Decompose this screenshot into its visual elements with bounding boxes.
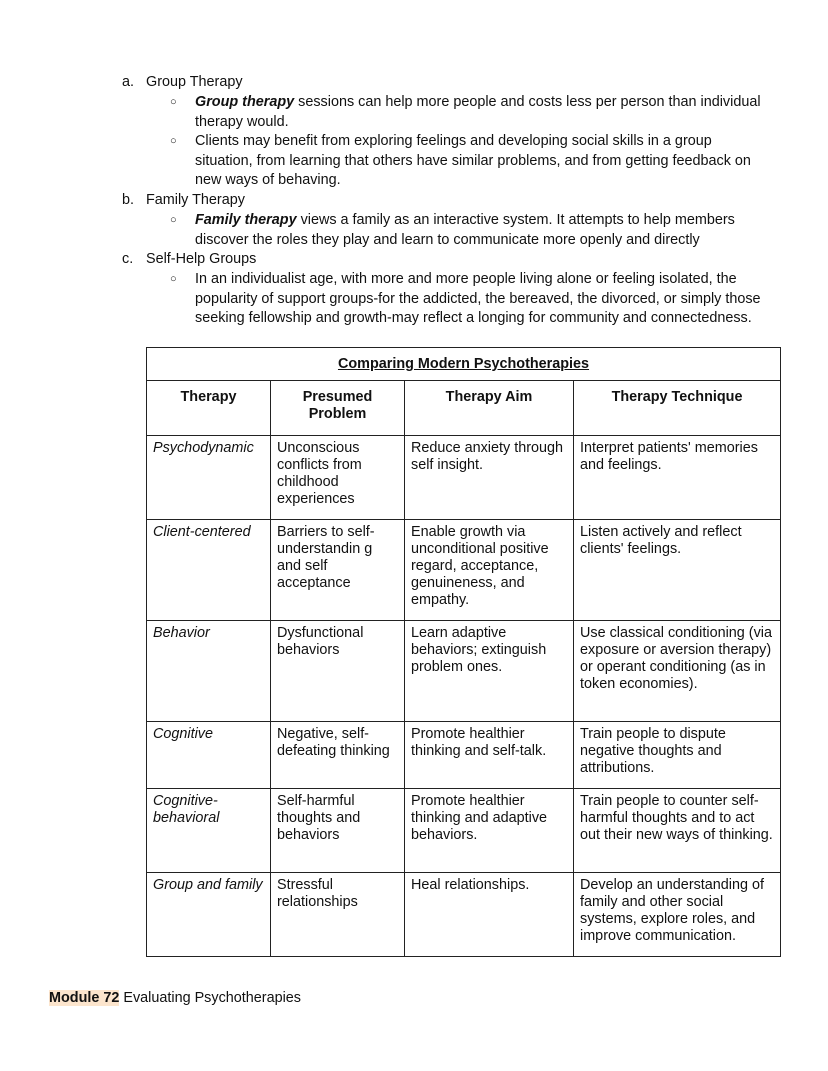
- aim-cell: Reduce anxiety through self insight.: [405, 436, 574, 520]
- column-header: Presumed Problem: [271, 381, 405, 436]
- table-header-row: [147, 381, 781, 436]
- bullet-term: Group therapy: [195, 94, 295, 110]
- section-marker: a.: [122, 74, 135, 90]
- bullet-text: sessions can help more people and costs less per person than individual therapy would.: [195, 94, 761, 130]
- bullet-text: Clients may benefit from exploring feelings and developing social skills in a group situation, from learning that others have similar problems, and from getting feedback on new ways of behaving.: [195, 133, 751, 188]
- bullet-item: [170, 132, 770, 191]
- problem-cell: Dysfunctional behaviors: [271, 621, 405, 722]
- therapy-cell: Psychodynamic: [147, 436, 271, 520]
- circle-bullet-icon: ○: [170, 273, 177, 285]
- technique-cell: Interpret patients' memories and feelings.: [574, 436, 781, 520]
- therapy-cell: Cognitive-behavioral: [147, 789, 271, 873]
- table-row: [147, 789, 781, 873]
- table-title: Comparing Modern Psychotherapies: [337, 356, 590, 372]
- page-footer: [49, 989, 301, 1007]
- section-title: Family Therapy: [146, 192, 245, 208]
- problem-cell: Stressful relationships: [271, 873, 405, 957]
- section-family-therapy: [122, 191, 245, 211]
- therapy-cell: Behavior: [147, 621, 271, 722]
- module-title: Evaluating Psychotherapies: [123, 990, 301, 1006]
- section-marker: c.: [122, 251, 134, 267]
- section-marker: b.: [122, 192, 135, 208]
- table-row: [147, 621, 781, 722]
- bullet-text: In an individualist age, with more and more people living alone or feeling isolated, the popularity of support groups-for the addicted, the bereaved, the divorced, or simply those seeking fellowship and growth-may reflect a longing for community and connectedness.: [195, 271, 761, 326]
- module-label: Module 72: [49, 990, 120, 1006]
- table-title-row: [147, 348, 781, 381]
- bullet-item: [170, 270, 770, 329]
- therapy-cell: Cognitive: [147, 722, 271, 789]
- circle-bullet-icon: ○: [170, 214, 177, 226]
- table-title-cell: [147, 348, 781, 381]
- problem-cell: Negative, self-defeating thinking: [271, 722, 405, 789]
- aim-cell: Promote healthier thinking and self-talk.: [405, 722, 574, 789]
- problem-cell: Self-harmful thoughts and behaviors: [271, 789, 405, 873]
- table-row: [147, 436, 781, 520]
- therapy-cell: Group and family: [147, 873, 271, 957]
- technique-cell: Train people to dispute negative thoughts and attributions.: [574, 722, 781, 789]
- technique-cell: Develop an understanding of family and other social systems, explore roles, and improve communication.: [574, 873, 781, 957]
- technique-cell: Use classical conditioning (via exposure or aversion therapy) or operant conditioning (as in token economies).: [574, 621, 781, 722]
- table-row: [147, 873, 781, 957]
- column-header: Therapy Aim: [405, 381, 574, 436]
- circle-bullet-icon: ○: [170, 135, 177, 147]
- technique-cell: Train people to counter self-harmful thoughts and to act out their new ways of thinking.: [574, 789, 781, 873]
- table-row: [147, 520, 781, 621]
- aim-cell: Learn adaptive behaviors; extinguish problem ones.: [405, 621, 574, 722]
- section-group-therapy: [122, 73, 243, 93]
- therapy-cell: Client-centered: [147, 520, 271, 621]
- section-title: Group Therapy: [146, 74, 243, 90]
- column-header: Therapy: [147, 381, 271, 436]
- section-title: Self-Help Groups: [146, 251, 257, 267]
- section-self-help-groups: [122, 250, 256, 270]
- bullet-term: Family therapy: [195, 212, 297, 228]
- bullet-text: views a family as an interactive system. It attempts to help members discover the roles they play and learn to communicate more openly and directly: [195, 212, 735, 248]
- aim-cell: Enable growth via unconditional positive regard, acceptance, genuineness, and empathy.: [405, 520, 574, 621]
- aim-cell: Heal relationships.: [405, 873, 574, 957]
- circle-bullet-icon: ○: [170, 96, 177, 108]
- psychotherapies-table: [146, 347, 781, 957]
- table-row: [147, 722, 781, 789]
- problem-cell: Barriers to self-understandin g and self acceptance: [271, 520, 405, 621]
- aim-cell: Promote healthier thinking and adaptive behaviors.: [405, 789, 574, 873]
- problem-cell: Unconscious conflicts from childhood experiences: [271, 436, 405, 520]
- column-header: Therapy Technique: [574, 381, 781, 436]
- technique-cell: Listen actively and reflect clients' feelings.: [574, 520, 781, 621]
- bullet-item: [170, 93, 770, 132]
- bullet-item: [170, 211, 770, 250]
